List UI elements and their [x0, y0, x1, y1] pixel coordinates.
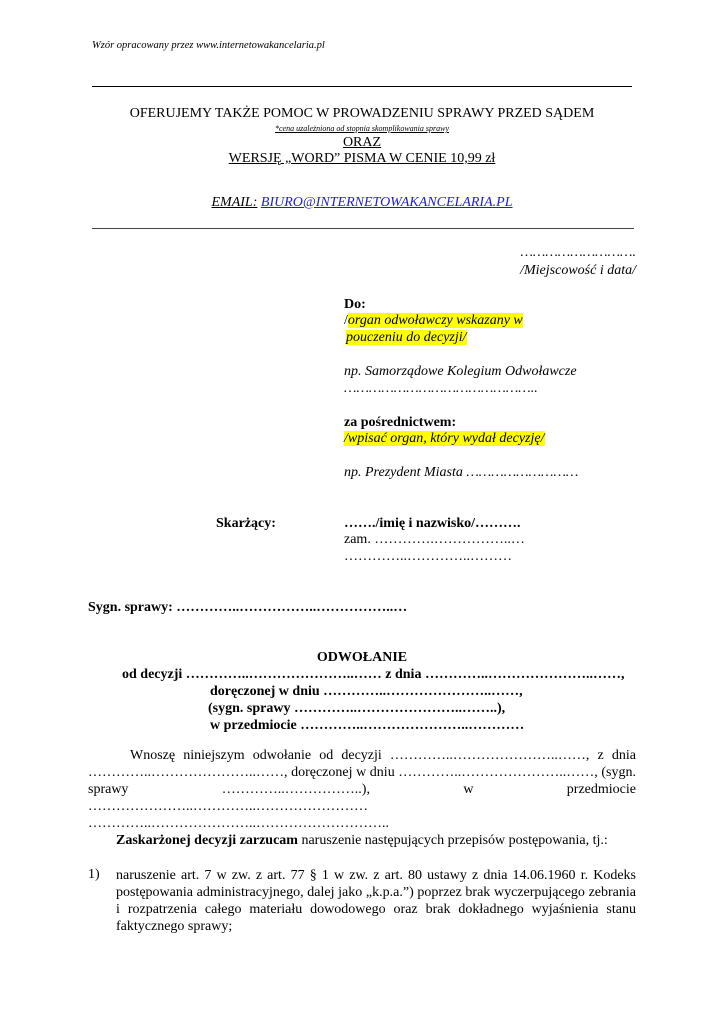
- title-line-2: doręczonej w dniu …………..…………………..……,: [210, 684, 523, 699]
- document-title: ODWOŁANIE: [316, 650, 408, 665]
- email-line: [92, 195, 632, 211]
- complainant-address-1: zam. ………….……………..…: [344, 532, 525, 547]
- list-item-number: 1): [88, 867, 100, 882]
- charge-bold: Zaskarżonej decyzji zarzucam: [116, 833, 298, 848]
- place-date-dots: ……………………….: [520, 245, 636, 260]
- header-note: Wzór opracowany przez www.internetowakancelaria.pl: [92, 40, 325, 51]
- charge-line: [116, 833, 608, 849]
- via-label: za pośrednictwem:: [344, 415, 457, 430]
- via-value-line: [344, 431, 545, 447]
- list-item-text: naruszenie art. 7 w zw. z art. 77 § 1 w zw. z art. 80 ustawy z dnia 14.06.1960 r. Kodeks postępowania administracyjnego, dalej jako „k.p.a.”) poprzez brak wyczerpującego zebrania i rozpatrzenia całego materiału dowodowego oraz brak dokładnego wyjaśnienia stanu faktycznego sprawy;: [116, 868, 636, 934]
- promo-line-2: ORAZ: [342, 135, 382, 150]
- promo-divider: [92, 228, 634, 229]
- place-date-label: /Miejscowość i data/: [520, 263, 636, 278]
- complainant-address-2: …………..…………..………: [344, 549, 512, 564]
- promo-line-1: OFERUJEMY TAKŻE POMOC W PROWADZENIU SPRAWY PRZED SĄDEM: [129, 106, 595, 121]
- header-divider: [92, 86, 632, 87]
- via-value: /wpisać organ, który wydał decyzję/: [344, 431, 545, 446]
- recipient-example-2: np. Prezydent Miasta ………………………: [344, 465, 579, 480]
- promo-line-3: WERSJĘ „WORD” PISMA W CENIE 10,99 zł: [228, 151, 496, 166]
- promo-footnote: *cena uzależniona od stopnia skomplikowania sprawy: [275, 124, 449, 133]
- title-line-4: w przedmiocie …………..…………………..…………: [210, 718, 525, 733]
- complainant-label: Skarżący:: [216, 516, 276, 531]
- recipient-organ-prefix: /: [344, 313, 348, 328]
- title-line-3: (sygn. sprawy …………..…………………..……..),: [208, 701, 506, 716]
- case-number: Sygn. sprawy: …………..……………..……………..…: [88, 600, 408, 615]
- charge-rest: naruszenie następujących przepisów postępowania, tj.:: [297, 833, 608, 848]
- email-link[interactable]: BIURO@INTERNETOWAKANCELARIA.PL: [260, 195, 513, 210]
- recipient-organ-text-1: organ odwoławczy wskazany w: [347, 313, 523, 328]
- body-paragraph: Wnoszę niniejszym odwołanie od decyzji …………..…………………..……, z dnia …………..…………………..……, doręczonej w dniu …………..…………………..……, (sygn. sprawy …………..……………..), w przedmiocie …………………..…………..…………………… …………..…………………..………………………..: [88, 748, 636, 831]
- recipient-organ-line-1: [344, 313, 523, 329]
- recipient-organ-line-2: [346, 330, 467, 346]
- email-label: EMAIL:: [211, 195, 258, 210]
- recipient-example-1-dots: ………………………………………..: [344, 381, 538, 396]
- recipient-example-1: np. Samorządowe Kolegium Odwoławcze: [344, 364, 577, 379]
- complainant-name: ……./imię i nazwisko/……….: [344, 516, 521, 531]
- recipient-organ-text-2: pouczeniu do decyzji/: [346, 330, 467, 345]
- recipient-label: Do:: [344, 297, 366, 312]
- title-line-1: od decyzji …………..…………………..…… z dnia …………..…………………..……,: [122, 667, 625, 682]
